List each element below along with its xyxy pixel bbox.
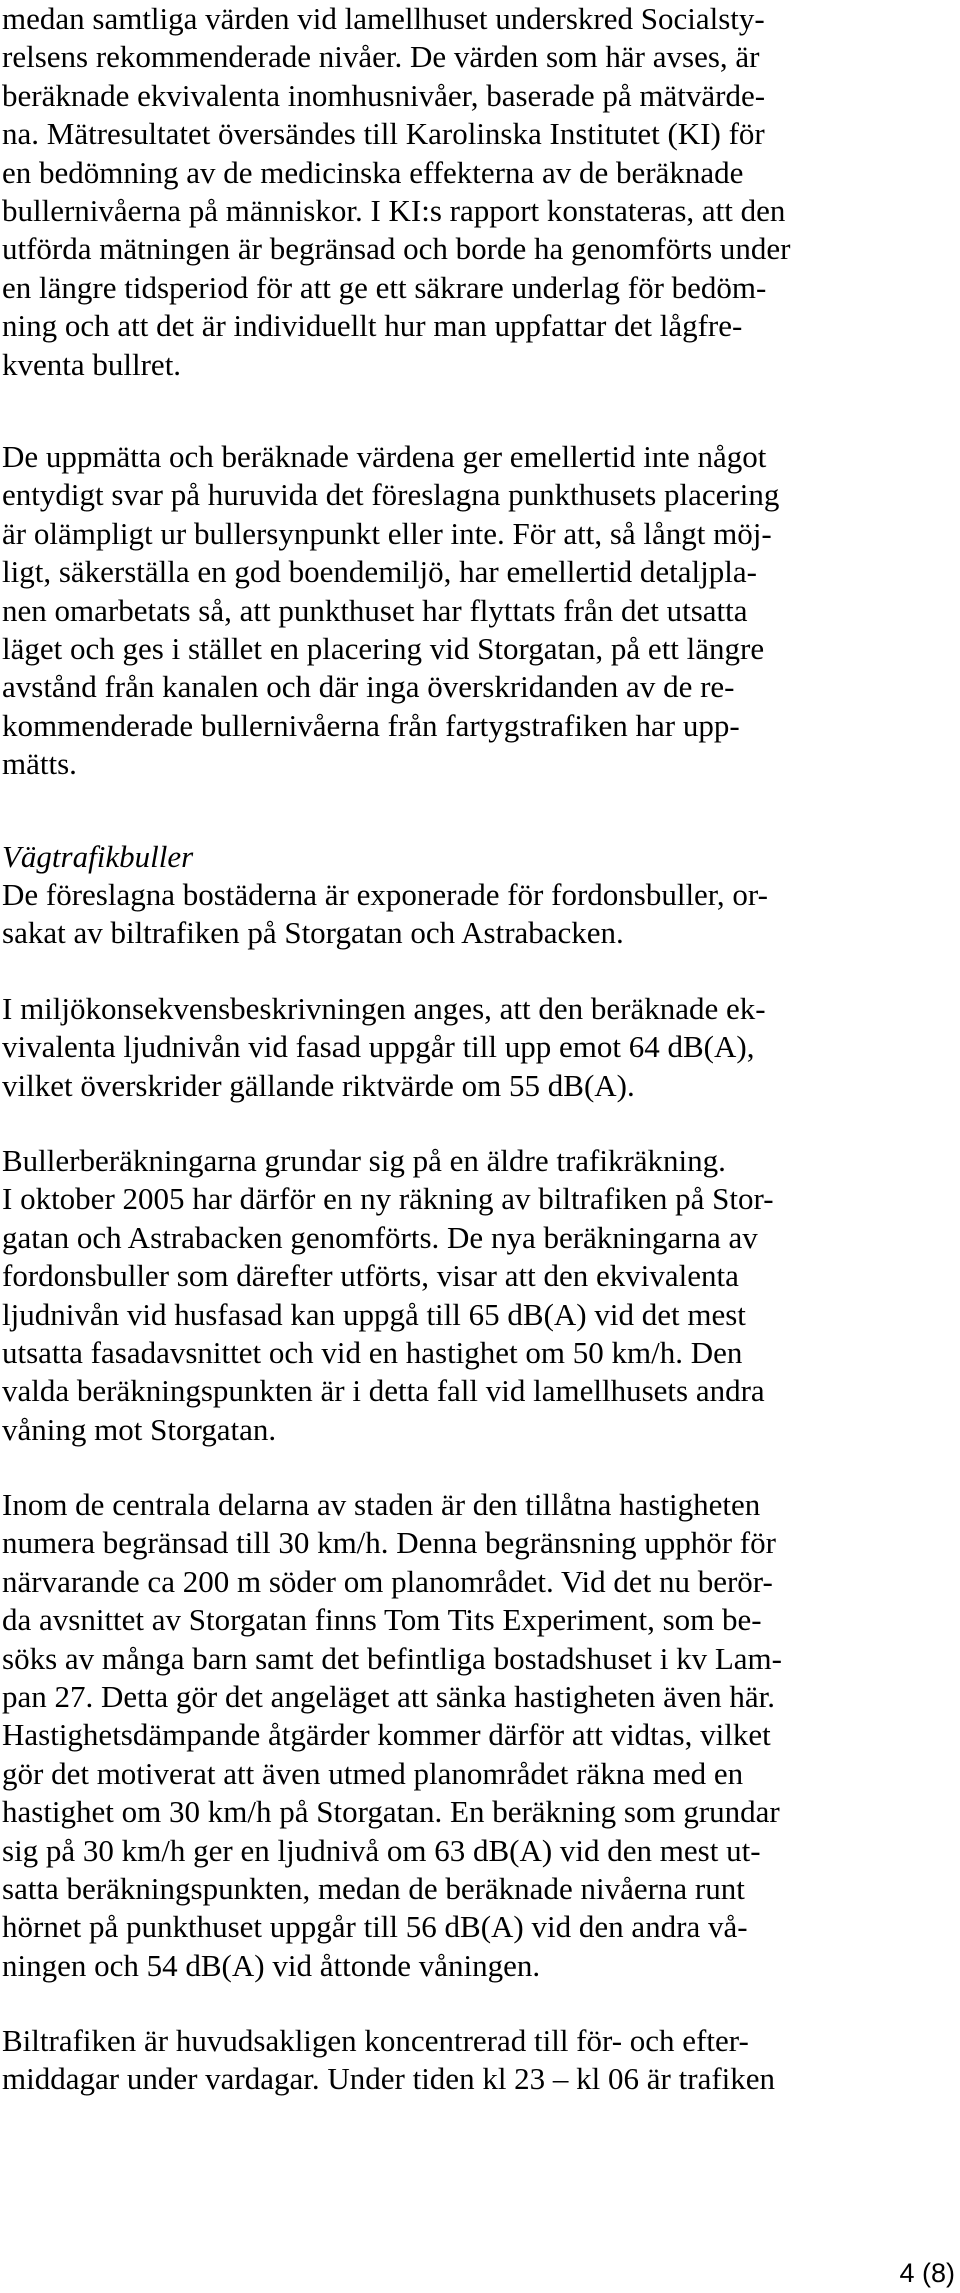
text-line: ningen och 54 dB(A) vid åttonde våningen. [2,1947,541,1983]
page-number: 4 (8) [899,2258,955,2288]
text-line: entydigt svar på huruvida det föreslagna punkthusets placering [2,477,780,513]
text-line: da avsnittet av Storgatan finns Tom Tits Experiment, som be- [2,1602,762,1638]
text-line: beräknade ekvivalenta inomhusnivåer, baserade på mätvärde- [2,77,766,113]
text-line: I miljökonsekvensbeskrivningen anges, att den beräknade ek- [2,991,766,1026]
text-line: hörnet på punkthuset uppgår till 56 dB(A) vid den andra vå- [2,1909,748,1945]
text-line: Hastighetsdämpande åtgärder kommer därför att vidtas, vilket [2,1717,771,1753]
text-line: läget och ges i stället en placering vid Storgatan, på ett längre [2,631,765,667]
paragraph-2 [2,438,902,784]
paragraph-1 [2,0,902,384]
text-line: numera begränsad till 30 km/h. Denna begränsning upphör för [2,1525,776,1561]
text-line: ljudnivån vid husfasad kan uppgå till 65 dB(A) vid det mest [2,1296,746,1332]
text-line: pan 27. Detta gör det angeläget att sänka hastigheten även här. [2,1679,775,1715]
paragraph-4 [2,990,902,1105]
text-line: middagar under vardagar. Under tiden kl 23 – kl 06 är trafiken [2,2061,776,2097]
paragraph-5 [2,1142,902,1449]
paragraph-7 [2,2022,902,2099]
text-line: fordonsbuller som därefter utförts, visar att den ekvivalenta [2,1258,739,1294]
text-line: De föreslagna bostäderna är exponerade för fordonsbuller, or- [2,877,768,912]
text-line: söks av många barn samt det befintliga bostadshuset i kv Lam- [2,1640,782,1676]
text-line: en längre tidsperiod för att ge ett säkrare underlag för bedöm- [2,269,767,305]
text-line: sig på 30 km/h ger en ljudnivå om 63 dB(A) vid den mest ut- [2,1832,761,1868]
text-line: kventa bullret. [2,346,182,382]
text-line: sakat av biltrafiken på Storgatan och Astrabacken. [2,915,624,951]
text-line: är olämpligt ur bullersynpunkt eller inte. För att, så långt möj- [2,515,772,551]
text-line: satta beräkningspunkten, medan de beräknade nivåerna runt [2,1871,745,1907]
text-line: utförda mätningen är begränsad och borde ha genomförts under [2,231,791,267]
text-line: en bedömning av de medicinska effekterna av de beräknade [2,154,744,190]
text-line: Biltrafiken är huvudsakligen koncentrerad till för- och efter- [2,2023,749,2058]
paragraph-3 [2,876,902,953]
text-line: Inom de centrala delarna av staden är den tillåtna hastigheten [2,1487,761,1522]
text-line: Bullerberäkningarna grundar sig på en äldre trafikräkning. [2,1143,726,1178]
text-line: gatan och Astrabacken genomförts. De nya beräkningarna av [2,1219,758,1255]
text-line: utsatta fasadavsnittet och vid en hastighet om 50 km/h. Den [2,1335,743,1371]
text-line: närvarande ca 200 m söder om planområdet. Vid det nu berör- [2,1563,773,1599]
text-line: hastighet om 30 km/h på Storgatan. En beräkning som grundar [2,1794,780,1830]
text-line: ning och att det är individuellt hur man uppfattar det lågfre- [2,308,743,344]
text-line: nen omarbetats så, att punkthuset har flyttats från det utsatta [2,592,748,628]
text-line: ligt, säkerställa en god boendemiljö, har emellertid detaljpla- [2,554,757,590]
text-line: avstånd från kanalen och där inga överskridanden av de re- [2,669,735,705]
text-line: valda beräkningspunkten är i detta fall vid lamellhusets andra [2,1373,765,1409]
text-line: na. Mätresultatet översändes till Karolinska Institutet (KI) för [2,116,765,152]
text-line: våning mot Storgatan. [2,1411,277,1447]
text-line: medan samtliga värden vid lamellhuset underskred Socialsty- [2,1,765,36]
text-line: I oktober 2005 har därför en ny räkning av biltrafiken på Stor- [2,1181,774,1217]
text-line: bullernivåerna på människor. I KI:s rapport konstateras, att den [2,193,786,229]
text-line: relsens rekommenderade nivåer. De värden som här avses, är [2,39,760,75]
text-line: kommenderade bullernivåerna från fartygstrafiken har upp- [2,707,740,743]
text-line: vivalenta ljudnivån vid fasad uppgår till upp emot 64 dB(A), [2,1029,755,1065]
text-line: gör det motiverat att även utmed planområdet räkna med en [2,1755,744,1791]
text-line: vilket överskrider gällande riktvärde om 55 dB(A). [2,1067,635,1103]
text-line: mätts. [2,746,77,782]
paragraph-6 [2,1486,902,1985]
text-line: De uppmätta och beräknade värdena ger emellertid inte något [2,439,767,474]
section-heading: Vägtrafikbuller [2,839,194,874]
